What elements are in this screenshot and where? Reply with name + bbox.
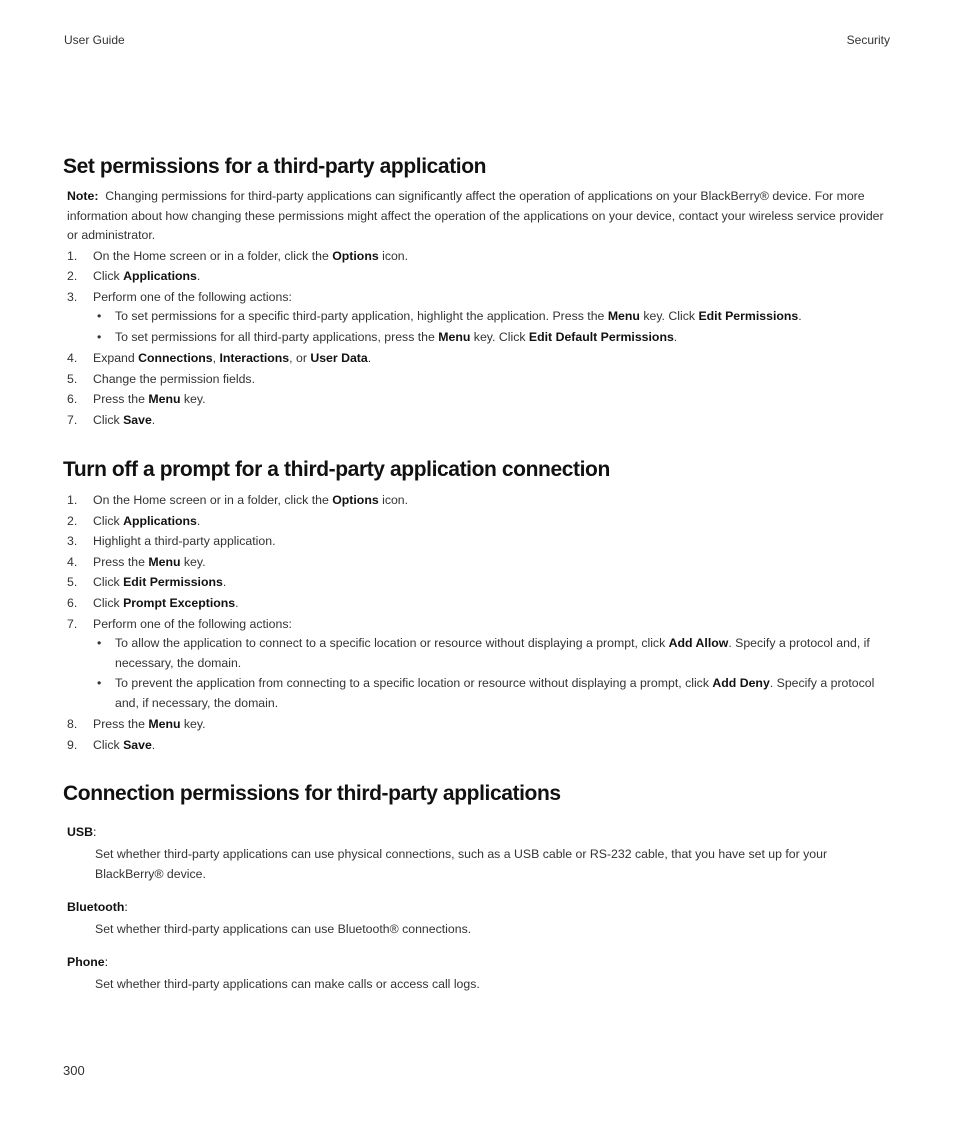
text-run: . <box>196 269 201 284</box>
text-run: Press the <box>93 392 149 407</box>
text-run: On the Home screen or in a folder, click the <box>93 248 333 263</box>
text-run: Click <box>93 595 124 610</box>
text-run: . <box>151 413 156 428</box>
step-item <box>63 410 893 431</box>
sub-action-list <box>93 634 893 713</box>
step-item <box>63 735 893 756</box>
definition-term-usb: USB: <box>67 825 97 839</box>
note-paragraph <box>67 187 893 246</box>
text-run: Click <box>93 737 124 752</box>
text-run: Click <box>93 513 124 528</box>
text-run: . <box>151 737 156 752</box>
step-item <box>63 552 893 573</box>
ui-term: Menu <box>148 392 181 407</box>
text-run: To set permissions for all third-party applications, press the <box>115 329 439 344</box>
step-text <box>93 514 200 528</box>
ui-term: Save <box>123 737 152 752</box>
text-run: Click <box>93 575 124 590</box>
step-number: 5. <box>67 371 78 386</box>
ui-term: User Data <box>310 351 368 366</box>
ui-term: Menu <box>607 309 640 324</box>
step-number: 8. <box>67 717 78 732</box>
step-item <box>63 348 893 369</box>
step-number: 6. <box>67 392 78 407</box>
sub-action-list <box>93 307 893 347</box>
text-run: . Specify a protocol and, if necessary, the domain. <box>115 636 870 670</box>
section-connection-permissions <box>63 782 893 994</box>
ui-term: Menu <box>438 329 471 344</box>
text-run: To set permissions for a specific third-party application, highlight the application. Press the <box>115 309 608 324</box>
section-set-permissions <box>63 155 893 431</box>
sub-action-item <box>93 674 893 713</box>
step-text <box>93 249 408 263</box>
step-item <box>63 389 893 410</box>
step-text <box>93 617 292 631</box>
step-item <box>63 593 893 614</box>
step-number: 7. <box>67 616 78 631</box>
note-label: Note: <box>67 189 99 203</box>
step-item <box>63 369 893 390</box>
text-run: . <box>367 351 372 366</box>
step-item <box>63 511 893 532</box>
section-turn-off-prompt <box>63 458 893 755</box>
ui-term: Connections <box>138 351 213 366</box>
text-run: . <box>673 329 678 344</box>
section-heading: Connection permissions for third-party applications <box>63 782 561 805</box>
definition-term-phone: Phone: <box>67 955 108 969</box>
step-number: 7. <box>67 413 78 428</box>
text-run: , or <box>289 351 311 366</box>
step-text <box>93 717 206 731</box>
sub-action-item <box>93 307 893 327</box>
ui-term: Options <box>332 493 379 507</box>
definition-desc-phone: Set whether third-party applications can make calls or access call logs. <box>95 977 480 991</box>
text-run: To allow the application to connect to a specific location or resource without displaying a prompt, click <box>115 636 669 651</box>
text-run: . Specify a protocol and, if necessary, the domain. <box>115 676 875 710</box>
ui-term: Menu <box>148 717 181 732</box>
ui-term: Options <box>332 248 379 263</box>
step-item <box>63 266 893 287</box>
step-text <box>93 372 255 386</box>
step-text <box>93 575 226 589</box>
step-text <box>93 392 206 406</box>
sub-action-item <box>93 328 893 348</box>
step-item <box>63 246 893 267</box>
ui-term: Edit Permissions <box>698 309 799 324</box>
step-text <box>93 413 155 427</box>
step-item <box>63 572 893 593</box>
text-run: key. Click <box>639 309 699 324</box>
step-text <box>93 738 155 752</box>
section-heading: Set permissions for a third-party application <box>63 155 487 178</box>
text-run: Change the permission fields. <box>93 371 255 386</box>
step-number: 3. <box>67 534 78 549</box>
step-number: 5. <box>67 575 78 590</box>
text-run: icon. <box>378 493 409 507</box>
text-run: . <box>798 309 802 324</box>
ui-term: Add Allow <box>668 636 729 651</box>
step-text <box>93 596 239 610</box>
step-number: 9. <box>67 737 78 752</box>
step-text <box>93 555 206 569</box>
step-number: 2. <box>67 513 78 528</box>
text-run: Expand <box>93 351 139 366</box>
step-item <box>63 287 893 348</box>
step-text <box>93 290 292 304</box>
text-run: To prevent the application from connecting to a specific location or resource without displaying a prompt, click <box>115 676 713 691</box>
text-run: Perform one of the following actions: <box>93 616 292 631</box>
note-text: Changing permissions for third-party applications can significantly affect the operation of applications on your BlackBerry® device. For more information about how changing these permissions might affect the operation of the applications on your device, contact your wireless service provider or administrator. <box>67 189 884 242</box>
ui-term: Save <box>123 413 152 428</box>
step-item <box>63 490 893 511</box>
text-run: , <box>212 351 220 366</box>
step-text <box>93 351 371 365</box>
ui-term: Applications <box>123 269 197 284</box>
definition-list <box>63 823 893 994</box>
ui-term: Prompt Exceptions <box>123 595 236 610</box>
text-run: key. <box>180 554 206 569</box>
step-number: 4. <box>67 351 78 366</box>
steps-list <box>63 246 893 431</box>
running-header-left: User Guide <box>64 33 125 47</box>
ui-term: Interactions <box>219 351 290 366</box>
text-run: key. <box>180 392 206 407</box>
step-text <box>93 534 276 548</box>
step-number: 2. <box>67 269 78 284</box>
step-number: 4. <box>67 554 78 569</box>
text-run: . <box>222 575 227 590</box>
sub-action-item <box>93 634 893 673</box>
step-text <box>93 493 408 507</box>
step-number: 6. <box>67 595 78 610</box>
text-run: . <box>235 595 239 610</box>
section-heading: Turn off a prompt for a third-party application connection <box>63 458 610 481</box>
definition-desc-bluetooth: Set whether third-party applications can use Bluetooth® connections. <box>95 922 472 936</box>
text-run: key. Click <box>470 329 529 344</box>
running-header-right: Security <box>846 33 890 47</box>
steps-list <box>63 490 893 755</box>
definition-term-bluetooth: Bluetooth: <box>67 900 128 914</box>
text-run: Press the <box>93 554 149 569</box>
step-text <box>93 269 200 283</box>
step-item <box>63 714 893 735</box>
ui-term: Edit Default Permissions <box>528 329 674 344</box>
ui-term: Edit Permissions <box>123 575 223 590</box>
step-item <box>63 614 893 714</box>
step-item <box>63 531 893 552</box>
step-number: 1. <box>67 493 78 507</box>
step-number: 1. <box>67 248 78 263</box>
text-run: icon. <box>378 248 409 263</box>
text-run: Perform one of the following actions: <box>93 289 292 304</box>
ui-term: Menu <box>148 554 181 569</box>
ui-term: Applications <box>123 513 197 528</box>
ui-term: Add Deny <box>712 676 770 691</box>
page-number: 300 <box>63 1063 85 1078</box>
step-number: 3. <box>67 289 78 304</box>
text-run: Press the <box>93 717 149 732</box>
text-run: . <box>196 513 201 528</box>
definition-desc-usb: Set whether third-party applications can use physical connections, such as a USB cable or RS-232 cable, that you have set up for your BlackBerry® device. <box>95 847 828 881</box>
text-run: key. <box>180 717 206 732</box>
text-run: On the Home screen or in a folder, click the <box>93 493 333 507</box>
text-run: Click <box>93 413 124 428</box>
text-run: Highlight a third-party application. <box>93 534 276 549</box>
text-run: Click <box>93 269 124 284</box>
